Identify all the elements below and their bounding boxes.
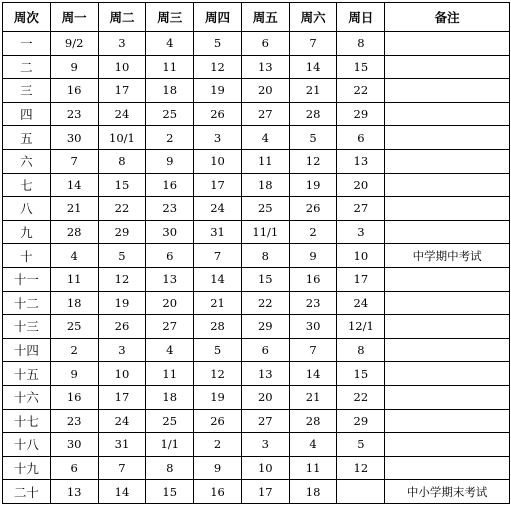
- date-cell-friday: 27: [241, 102, 289, 126]
- date-cell-saturday: 19: [289, 173, 337, 197]
- date-cell-tuesday: 10/1: [98, 126, 146, 150]
- date-cell-tuesday: 3: [98, 32, 146, 56]
- week-number-cell: 二十: [3, 480, 51, 504]
- note-cell: [385, 315, 510, 339]
- week-number-cell: 一: [3, 32, 51, 56]
- date-cell-thursday: 5: [194, 338, 242, 362]
- date-cell-thursday: 16: [194, 480, 242, 504]
- week-number-cell: 十八: [3, 433, 51, 457]
- date-cell-friday: 20: [241, 385, 289, 409]
- date-cell-tuesday: 10: [98, 362, 146, 386]
- date-cell-wednesday: 11: [146, 362, 194, 386]
- date-cell-sunday: 20: [337, 173, 385, 197]
- note-cell: [385, 173, 510, 197]
- date-cell-thursday: 19: [194, 385, 242, 409]
- date-cell-friday: 10: [241, 456, 289, 480]
- date-cell-monday: 16: [50, 79, 98, 103]
- table-row: [3, 291, 510, 315]
- date-cell-sunday: 5: [337, 433, 385, 457]
- table-row: [3, 197, 510, 221]
- date-cell-tuesday: 24: [98, 102, 146, 126]
- date-cell-thursday: 26: [194, 409, 242, 433]
- note-cell: [385, 32, 510, 56]
- note-cell: [385, 79, 510, 103]
- date-cell-tuesday: 10: [98, 55, 146, 79]
- date-cell-saturday: 23: [289, 291, 337, 315]
- table-row: [3, 385, 510, 409]
- date-cell-monday: 9/2: [50, 32, 98, 56]
- header-monday: 周一: [50, 3, 98, 32]
- date-cell-sunday: 8: [337, 338, 385, 362]
- date-cell-sunday: 15: [337, 362, 385, 386]
- date-cell-friday: 11: [241, 149, 289, 173]
- header-week: 周次: [3, 3, 51, 32]
- date-cell-friday: 22: [241, 291, 289, 315]
- week-number-cell: 十四: [3, 338, 51, 362]
- date-cell-tuesday: 29: [98, 220, 146, 244]
- week-number-cell: 七: [3, 173, 51, 197]
- school-calendar-table: [2, 2, 510, 504]
- week-number-cell: 十九: [3, 456, 51, 480]
- date-cell-saturday: 4: [289, 433, 337, 457]
- header-saturday: 周六: [289, 3, 337, 32]
- note-cell: [385, 102, 510, 126]
- note-cell: [385, 220, 510, 244]
- date-cell-wednesday: 30: [146, 220, 194, 244]
- note-cell: [385, 338, 510, 362]
- date-cell-thursday: 19: [194, 79, 242, 103]
- date-cell-saturday: 28: [289, 409, 337, 433]
- date-cell-monday: 21: [50, 197, 98, 221]
- date-cell-friday: 20: [241, 79, 289, 103]
- date-cell-wednesday: 23: [146, 197, 194, 221]
- week-number-cell: 十六: [3, 385, 51, 409]
- date-cell-monday: 23: [50, 409, 98, 433]
- date-cell-wednesday: 13: [146, 267, 194, 291]
- date-cell-saturday: 14: [289, 55, 337, 79]
- date-cell-monday: 6: [50, 456, 98, 480]
- note-cell: [385, 456, 510, 480]
- date-cell-friday: 18: [241, 173, 289, 197]
- date-cell-wednesday: 4: [146, 32, 194, 56]
- week-number-cell: 十二: [3, 291, 51, 315]
- table-row: [3, 315, 510, 339]
- calendar-body: [3, 32, 510, 504]
- date-cell-saturday: 2: [289, 220, 337, 244]
- week-number-cell: 五: [3, 126, 51, 150]
- date-cell-thursday: 14: [194, 267, 242, 291]
- table-row: [3, 79, 510, 103]
- table-row: [3, 173, 510, 197]
- date-cell-monday: 23: [50, 102, 98, 126]
- date-cell-wednesday: 20: [146, 291, 194, 315]
- date-cell-friday: 27: [241, 409, 289, 433]
- date-cell-saturday: 30: [289, 315, 337, 339]
- table-row: [3, 102, 510, 126]
- date-cell-thursday: 5: [194, 32, 242, 56]
- table-row: [3, 338, 510, 362]
- date-cell-tuesday: 12: [98, 267, 146, 291]
- date-cell-thursday: 28: [194, 315, 242, 339]
- date-cell-wednesday: 4: [146, 338, 194, 362]
- week-number-cell: 十一: [3, 267, 51, 291]
- header-tuesday: 周二: [98, 3, 146, 32]
- date-cell-wednesday: 15: [146, 480, 194, 504]
- date-cell-monday: 30: [50, 433, 98, 457]
- date-cell-tuesday: 5: [98, 244, 146, 268]
- date-cell-sunday: 22: [337, 79, 385, 103]
- date-cell-thursday: 2: [194, 433, 242, 457]
- note-cell: [385, 385, 510, 409]
- date-cell-tuesday: 7: [98, 456, 146, 480]
- week-number-cell: 二: [3, 55, 51, 79]
- date-cell-tuesday: 8: [98, 149, 146, 173]
- date-cell-tuesday: 14: [98, 480, 146, 504]
- date-cell-wednesday: 8: [146, 456, 194, 480]
- date-cell-thursday: 21: [194, 291, 242, 315]
- date-cell-saturday: 9: [289, 244, 337, 268]
- date-cell-thursday: 17: [194, 173, 242, 197]
- note-cell: [385, 55, 510, 79]
- date-cell-friday: 13: [241, 362, 289, 386]
- date-cell-friday: 13: [241, 55, 289, 79]
- date-cell-thursday: 31: [194, 220, 242, 244]
- date-cell-thursday: 12: [194, 55, 242, 79]
- date-cell-thursday: 7: [194, 244, 242, 268]
- week-number-cell: 四: [3, 102, 51, 126]
- date-cell-wednesday: 18: [146, 385, 194, 409]
- week-number-cell: 九: [3, 220, 51, 244]
- note-cell: [385, 197, 510, 221]
- date-cell-sunday: 15: [337, 55, 385, 79]
- date-cell-sunday: 8: [337, 32, 385, 56]
- date-cell-thursday: 24: [194, 197, 242, 221]
- date-cell-friday: 6: [241, 32, 289, 56]
- table-row: [3, 55, 510, 79]
- week-number-cell: 八: [3, 197, 51, 221]
- week-number-cell: 三: [3, 79, 51, 103]
- header-sunday: 周日: [337, 3, 385, 32]
- header-wednesday: 周三: [146, 3, 194, 32]
- note-cell: [385, 126, 510, 150]
- date-cell-saturday: 18: [289, 480, 337, 504]
- date-cell-monday: 18: [50, 291, 98, 315]
- date-cell-wednesday: 25: [146, 102, 194, 126]
- note-cell: [385, 409, 510, 433]
- date-cell-wednesday: 1/1: [146, 433, 194, 457]
- note-cell: [385, 291, 510, 315]
- date-cell-sunday: 6: [337, 126, 385, 150]
- week-number-cell: 十七: [3, 409, 51, 433]
- date-cell-wednesday: 6: [146, 244, 194, 268]
- date-cell-sunday: 29: [337, 102, 385, 126]
- table-row: [3, 362, 510, 386]
- date-cell-sunday: 27: [337, 197, 385, 221]
- date-cell-wednesday: 18: [146, 79, 194, 103]
- date-cell-saturday: 26: [289, 197, 337, 221]
- date-cell-sunday: 17: [337, 267, 385, 291]
- date-cell-saturday: 28: [289, 102, 337, 126]
- note-cell: [385, 433, 510, 457]
- date-cell-thursday: 12: [194, 362, 242, 386]
- date-cell-monday: 25: [50, 315, 98, 339]
- week-number-cell: 十五: [3, 362, 51, 386]
- table-row: [3, 32, 510, 56]
- table-row: [3, 409, 510, 433]
- date-cell-friday: 4: [241, 126, 289, 150]
- date-cell-saturday: 12: [289, 149, 337, 173]
- date-cell-sunday: 12/1: [337, 315, 385, 339]
- table-row: [3, 244, 510, 268]
- date-cell-thursday: 9: [194, 456, 242, 480]
- date-cell-wednesday: 16: [146, 173, 194, 197]
- header-friday: 周五: [241, 3, 289, 32]
- table-row: [3, 149, 510, 173]
- date-cell-friday: 17: [241, 480, 289, 504]
- date-cell-saturday: 5: [289, 126, 337, 150]
- date-cell-monday: 30: [50, 126, 98, 150]
- week-number-cell: 十三: [3, 315, 51, 339]
- date-cell-thursday: 26: [194, 102, 242, 126]
- date-cell-saturday: 21: [289, 385, 337, 409]
- date-cell-monday: 2: [50, 338, 98, 362]
- date-cell-sunday: 13: [337, 149, 385, 173]
- table-row: [3, 267, 510, 291]
- header-row: [3, 3, 510, 32]
- note-cell: [385, 149, 510, 173]
- date-cell-wednesday: 27: [146, 315, 194, 339]
- date-cell-friday: 15: [241, 267, 289, 291]
- date-cell-friday: 8: [241, 244, 289, 268]
- date-cell-friday: 29: [241, 315, 289, 339]
- table-row: [3, 433, 510, 457]
- date-cell-saturday: 7: [289, 32, 337, 56]
- week-number-cell: 十: [3, 244, 51, 268]
- date-cell-monday: 4: [50, 244, 98, 268]
- date-cell-tuesday: 26: [98, 315, 146, 339]
- date-cell-friday: 3: [241, 433, 289, 457]
- date-cell-monday: 28: [50, 220, 98, 244]
- date-cell-thursday: 3: [194, 126, 242, 150]
- date-cell-monday: 16: [50, 385, 98, 409]
- date-cell-tuesday: 3: [98, 338, 146, 362]
- table-row: [3, 456, 510, 480]
- header-notes: 备注: [385, 3, 510, 32]
- note-cell: [385, 267, 510, 291]
- date-cell-saturday: 21: [289, 79, 337, 103]
- date-cell-wednesday: 2: [146, 126, 194, 150]
- date-cell-tuesday: 17: [98, 385, 146, 409]
- date-cell-friday: 25: [241, 197, 289, 221]
- date-cell-tuesday: 19: [98, 291, 146, 315]
- date-cell-sunday: 22: [337, 385, 385, 409]
- date-cell-sunday: 29: [337, 409, 385, 433]
- date-cell-wednesday: 25: [146, 409, 194, 433]
- date-cell-tuesday: 17: [98, 79, 146, 103]
- date-cell-tuesday: 31: [98, 433, 146, 457]
- date-cell-thursday: 10: [194, 149, 242, 173]
- table-row: [3, 480, 510, 504]
- date-cell-friday: 6: [241, 338, 289, 362]
- table-row: [3, 126, 510, 150]
- date-cell-sunday: [337, 480, 385, 504]
- note-cell: 中小学期末考试: [385, 480, 510, 504]
- date-cell-sunday: 24: [337, 291, 385, 315]
- date-cell-saturday: 16: [289, 267, 337, 291]
- table-row: [3, 220, 510, 244]
- header-thursday: 周四: [194, 3, 242, 32]
- date-cell-monday: 7: [50, 149, 98, 173]
- date-cell-monday: 9: [50, 55, 98, 79]
- date-cell-saturday: 7: [289, 338, 337, 362]
- note-cell: 中学期中考试: [385, 244, 510, 268]
- date-cell-sunday: 10: [337, 244, 385, 268]
- date-cell-monday: 9: [50, 362, 98, 386]
- date-cell-sunday: 12: [337, 456, 385, 480]
- week-number-cell: 六: [3, 149, 51, 173]
- date-cell-monday: 13: [50, 480, 98, 504]
- date-cell-wednesday: 9: [146, 149, 194, 173]
- date-cell-friday: 11/1: [241, 220, 289, 244]
- note-cell: [385, 362, 510, 386]
- date-cell-monday: 14: [50, 173, 98, 197]
- date-cell-wednesday: 11: [146, 55, 194, 79]
- date-cell-tuesday: 15: [98, 173, 146, 197]
- date-cell-sunday: 3: [337, 220, 385, 244]
- date-cell-saturday: 11: [289, 456, 337, 480]
- date-cell-saturday: 14: [289, 362, 337, 386]
- date-cell-tuesday: 24: [98, 409, 146, 433]
- date-cell-monday: 11: [50, 267, 98, 291]
- date-cell-tuesday: 22: [98, 197, 146, 221]
